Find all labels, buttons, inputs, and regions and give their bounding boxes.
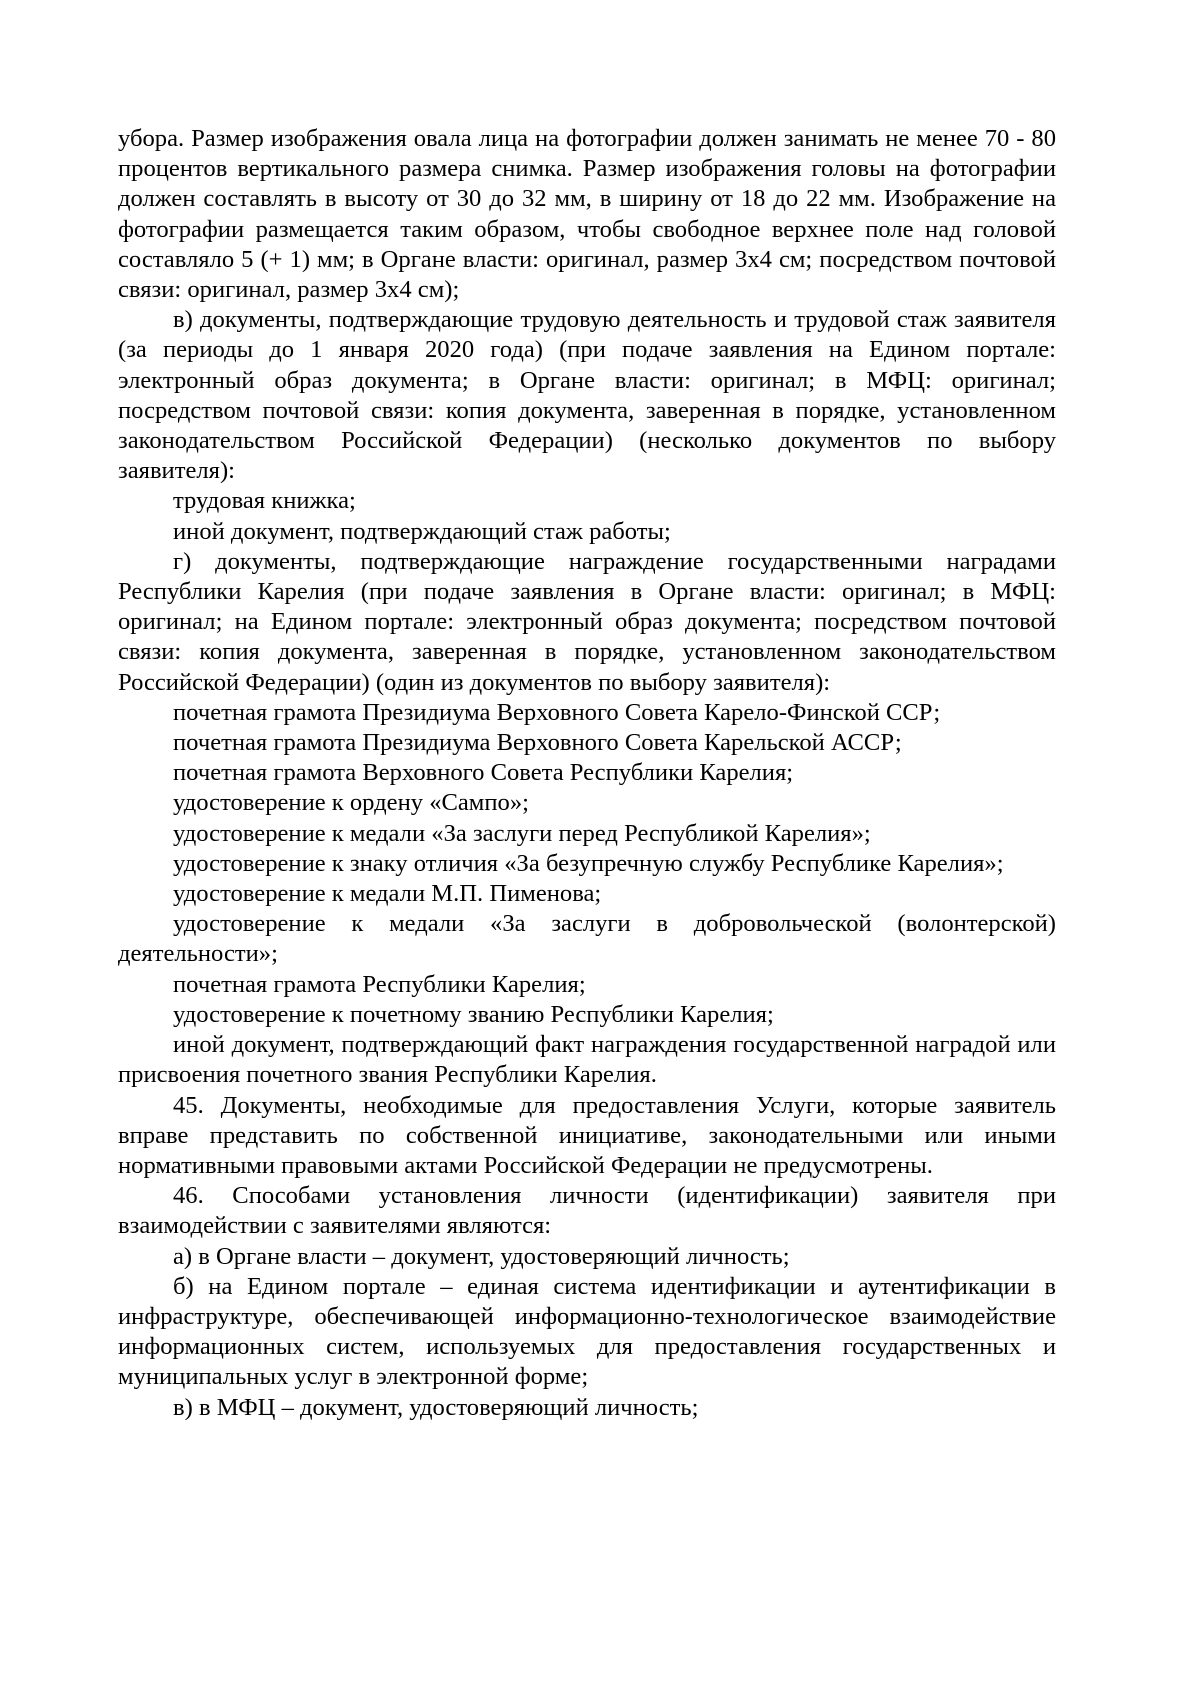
list-item-work-book: трудовая книжка; [173, 487, 356, 515]
list-item-identification-authority: а) в Органе власти – документ, удостоверяющий личность; [173, 1242, 790, 1270]
list-item-honorary-title: удостоверение к почетному званию Республики Карелия; [173, 1000, 774, 1028]
list-item-identification-portal: б) на Едином портале – единая система идентификации и аутентификации в инфраструктуре, обеспечивающей информационно-технологическое взаимодействие информационных систем, используемых для предоставления государственных и муниципальных услуг в электронной форме; [118, 1272, 1056, 1391]
paragraph-46: 46. Способами установления личности (идентификации) заявителя при взаимодействии с заявителями являются: [118, 1182, 1056, 1240]
list-item-identification-mfc: в) в МФЦ – документ, удостоверяющий личность; [173, 1393, 699, 1421]
paragraph-item-g-award-documents: г) документы, подтверждающие награждение государственными наградами Республики Карелия (при подаче заявления в Органе власти: оригинал; в МФЦ: оригинал; на Едином портале: электронный образ документа; посредством почтовой связи: копия документа, заверенная в порядке, установленном законодательством Российской Федерации) (один из документов по выбору заявителя): [118, 547, 1056, 696]
list-item-award-karelian-assr: почетная грамота Президиума Верховного Совета Карельской АССР; [173, 729, 902, 757]
list-item-order-sampo: удостоверение к ордену «Сампо»; [173, 789, 529, 817]
list-item-medal-merit: удостоверение к медали «За заслуги перед Республикой Карелия»; [173, 819, 871, 847]
list-item-award-karelo-finnish: почетная грамота Президиума Верховного Совета Карело-Финской ССР; [173, 698, 941, 726]
paragraph-photo-requirements: убора. Размер изображения овала лица на фотографии должен занимать не менее 70 - 80 процентов вертикального размера снимка. Размер изображения головы на фотографии должен составлять в высоту от 30 до 32 мм, в ширину от 18 до 22 мм. Изображение на фотографии размещается таким образом, чтобы свободное верхнее поле над головой составляло 5 (+ 1) мм; в Органе власти: оригинал, размер 3х4 см; посредством почтовой связи: оригинал, размер 3х4 см); [118, 125, 1056, 304]
list-item-other-work-document: иной документ, подтверждающий стаж работы; [173, 517, 671, 545]
list-item-medal-pimenov: удостоверение к медали М.П. Пименова; [173, 880, 602, 908]
paragraph-45: 45. Документы, необходимые для предоставления Услуги, которые заявитель вправе представить по собственной инициативе, законодательными или иными нормативными правовыми актами Российской Федерации не предусмотрены. [118, 1091, 1056, 1179]
list-item-award-republic: почетная грамота Республики Карелия; [173, 970, 586, 998]
list-item-badge-impeccable-service: удостоверение к знаку отличия «За безупречную службу Республике Карелия»; [173, 849, 1004, 877]
paragraph-item-v-work-documents: в) документы, подтверждающие трудовую деятельность и трудовой стаж заявителя (за периоды до 1 января 2020 года) (при подаче заявления на Едином портале: электронный образ документа; в Органе власти: оригинал; в МФЦ: оригинал; посредством почтовой связи: копия документа, заверенная в порядке, установленном законодательством Российской Федерации) (несколько документов по выбору заявителя): [118, 306, 1056, 485]
list-item-medal-volunteer: удостоверение к медали «За заслуги в добровольческой (волонтерской) деятельности»; [118, 910, 1056, 968]
list-item-other-award-document: иной документ, подтверждающий факт награждения государственной наградой или присвоения почетного звания Республики Карелия. [118, 1031, 1056, 1089]
list-item-award-supreme-council: почетная грамота Верховного Совета Республики Карелия; [173, 759, 794, 787]
document-page [118, 124, 1056, 1423]
